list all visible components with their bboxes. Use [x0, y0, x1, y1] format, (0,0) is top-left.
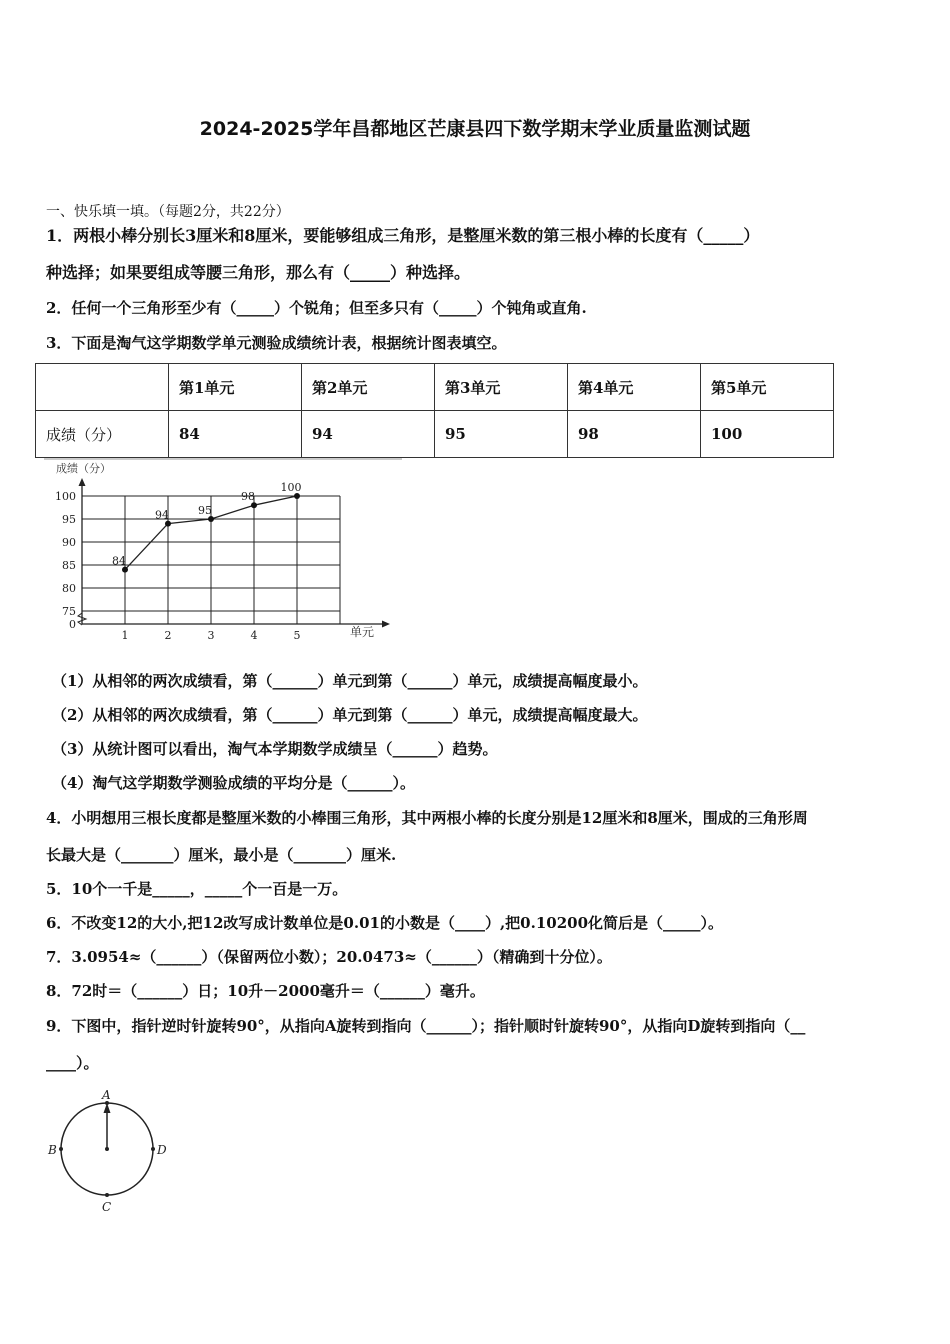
table-row	[36, 411, 834, 458]
chart-y-ticks	[55, 490, 76, 631]
chart-x-tick-label: 2	[164, 629, 172, 642]
chart-data-label: 84	[112, 554, 126, 568]
chart-x-tick-label: 1	[121, 629, 129, 642]
table-header-cell	[36, 364, 169, 411]
chart-data-label: 95	[198, 504, 212, 517]
chart-series	[112, 481, 302, 573]
question-7: 7．3.0954≈（______）（保留两位小数）；20.0473≈（______）（精确到十分位）。	[46, 948, 612, 966]
table-row-label: 成绩（分）	[36, 411, 169, 458]
chart-x-tick-label: 4	[250, 629, 258, 642]
table-cell: 84	[169, 411, 302, 458]
chart-y-tick-label: 80	[62, 582, 76, 595]
table-cell: 100	[701, 411, 834, 458]
question-3-sub-4: （4）淘气这学期数学测验成绩的平均分是（______）。	[52, 774, 415, 792]
dial-label-a: A	[102, 1088, 111, 1102]
dial-label-c: C	[102, 1200, 112, 1214]
question-3-sub-2: （2）从相邻的两次成绩看，第（______）单元到第（______）单元，成绩提高幅度最大。	[52, 706, 648, 724]
chart-x-tick-label: 3	[207, 629, 215, 642]
table-header-cell: 第4单元	[568, 364, 701, 411]
section-heading: 一、快乐填一填。（每题2分，共22分）	[46, 204, 290, 220]
table-header-cell: 第3单元	[435, 364, 568, 411]
table-header-cell: 第2单元	[302, 364, 435, 411]
clock-dial-diagram	[40, 1085, 180, 1215]
dial-center-dot	[105, 1147, 109, 1151]
score-line-chart	[44, 458, 404, 643]
chart-data-label: 98	[241, 490, 255, 504]
table-header-cell: 第1单元	[169, 364, 302, 411]
question-6: 6．不改变12的大小,把12改写成计数单位是0.01的小数是（____）,把0.10200化简后是（_____）。	[46, 914, 724, 932]
table-header-row	[36, 364, 834, 411]
question-3-sub-3: （3）从统计图可以看出，淘气本学期数学成绩呈（______）趋势。	[52, 740, 498, 758]
chart-data-label: 94	[155, 508, 169, 522]
question-9-line-2: ____）。	[46, 1054, 99, 1072]
question-3-intro: 3．下面是淘气这学期数学单元测验成绩统计表，根据统计图表填空。	[46, 334, 507, 352]
question-4-line-2: 长最大是（_______）厘米，最小是（_______）厘米.	[46, 846, 397, 864]
table-cell: 98	[568, 411, 701, 458]
chart-y-tick-label: 90	[62, 536, 76, 549]
dial-point-b	[59, 1147, 63, 1151]
chart-x-axis-label: 单元	[350, 625, 375, 639]
table-cell: 95	[435, 411, 568, 458]
table-cell: 94	[302, 411, 435, 458]
dial-point-d	[151, 1147, 155, 1151]
chart-y-tick-label: 85	[62, 559, 76, 572]
dial-label-d: D	[157, 1143, 167, 1157]
chart-y-tick-label: 75	[62, 605, 76, 618]
question-3-sub-1: （1）从相邻的两次成绩看，第（______）单元到第（______）单元，成绩提高幅度最小。	[52, 672, 648, 690]
chart-x-ticks	[122, 629, 301, 642]
chart-y-tick-label: 0	[69, 618, 76, 631]
question-2: 2．任何一个三角形至少有（_____）个锐角；但至多只有（_____）个钝角或直角.	[46, 299, 587, 317]
question-4-line-1: 4．小明想用三根长度都是整厘米数的小棒围三角形，其中两根小棒的长度分别是12厘米和8厘米，围成的三角形周	[46, 809, 808, 827]
chart-x-axis-arrow-icon	[382, 621, 390, 628]
question-1-line-2: 种选择；如果要组成等腰三角形，那么有（_____）种选择。	[46, 263, 471, 282]
score-table	[35, 363, 834, 458]
page-title: 2024-2025学年昌都地区芒康县四下数学期末学业质量监测试题	[199, 118, 751, 140]
table-header-cell: 第5单元	[701, 364, 834, 411]
dial-label-b: B	[48, 1143, 57, 1157]
chart-y-axis-arrow-icon	[79, 478, 86, 486]
chart-x-tick-label: 5	[293, 629, 301, 642]
chart-y-tick-label: 100	[55, 490, 76, 503]
chart-y-axis-label: 成绩（分）	[56, 462, 111, 475]
chart-y-tick-label: 95	[62, 513, 76, 526]
question-8: 8．72时＝（______）日；10升－2000毫升＝（______）毫升。	[46, 982, 485, 1000]
dial-point-c	[105, 1193, 109, 1197]
chart-data-label: 100	[280, 481, 302, 494]
question-1-line-1: 1．两根小棒分别长3厘米和8厘米，要能够组成三角形，是整厘米数的第三根小棒的长度有（_____）	[46, 226, 760, 245]
question-9-line-1: 9．下图中，指针逆时针旋转90°，从指向A旋转到指向（______）；指针顺时针旋转90°，从指向D旋转到指向（__	[46, 1017, 806, 1035]
question-5: 5．10个一千是_____，_____个一百是一万。	[46, 880, 348, 898]
